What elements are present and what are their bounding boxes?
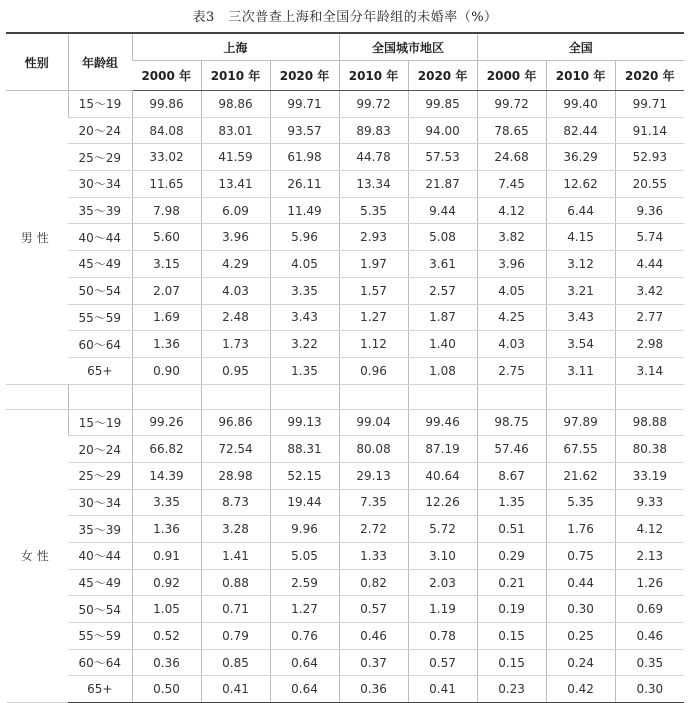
- sex-cell: 男性: [6, 91, 68, 385]
- rate-cell: 3.43: [546, 304, 615, 331]
- rate-cell: 0.23: [477, 676, 546, 703]
- rate-cell: 4.05: [477, 277, 546, 304]
- header-year: 2010 年: [201, 61, 270, 91]
- rate-cell: 93.57: [270, 117, 339, 144]
- rate-cell: 5.35: [339, 197, 408, 224]
- rate-cell: 7.45: [477, 171, 546, 198]
- rate-cell: 3.96: [477, 251, 546, 278]
- empty-cell: [201, 384, 270, 409]
- rate-cell: 0.36: [132, 649, 201, 676]
- age-group-cell: 15～19: [68, 91, 132, 118]
- table-row: [6, 357, 684, 384]
- rate-cell: 0.36: [339, 676, 408, 703]
- rate-cell: 2.03: [408, 569, 477, 596]
- header-year: 2010 年: [339, 61, 408, 91]
- rate-cell: 21.62: [546, 462, 615, 489]
- rate-cell: 0.52: [132, 623, 201, 650]
- rate-cell: 84.08: [132, 117, 201, 144]
- empty-cell: [546, 384, 615, 409]
- rate-cell: 5.35: [546, 489, 615, 516]
- rate-cell: 3.11: [546, 357, 615, 384]
- rate-cell: 0.82: [339, 569, 408, 596]
- rate-cell: 0.41: [408, 676, 477, 703]
- header-year: 2020 年: [615, 61, 684, 91]
- table-row: [6, 224, 684, 251]
- rate-cell: 13.41: [201, 171, 270, 198]
- age-group-cell: 35～39: [68, 516, 132, 543]
- age-group-cell: 55～59: [68, 304, 132, 331]
- rate-cell: 12.62: [546, 171, 615, 198]
- table-title: 表3 三次普查上海和全国分年龄组的未婚率（%）: [192, 10, 498, 25]
- rate-cell: 3.14: [615, 357, 684, 384]
- rate-cell: 0.29: [477, 543, 546, 570]
- rate-cell: 1.40: [408, 331, 477, 358]
- rate-cell: 9.33: [615, 489, 684, 516]
- rate-cell: 99.46: [408, 409, 477, 436]
- header-year: 2010 年: [546, 61, 615, 91]
- table-row: [6, 251, 684, 278]
- rate-cell: 0.75: [546, 543, 615, 570]
- rate-cell: 3.35: [270, 277, 339, 304]
- rate-cell: 3.61: [408, 251, 477, 278]
- rate-cell: 83.01: [201, 117, 270, 144]
- rate-cell: 0.79: [201, 623, 270, 650]
- rate-cell: 0.19: [477, 596, 546, 623]
- rate-cell: 0.25: [546, 623, 615, 650]
- rate-cell: 98.75: [477, 409, 546, 436]
- rate-cell: 2.13: [615, 543, 684, 570]
- rate-cell: 0.44: [546, 569, 615, 596]
- empty-cell: [339, 384, 408, 409]
- age-group-cell: 40～44: [68, 224, 132, 251]
- rate-cell: 0.35: [615, 649, 684, 676]
- header-year: 2000 年: [477, 61, 546, 91]
- rate-cell: 3.82: [477, 224, 546, 251]
- rate-cell: 0.24: [546, 649, 615, 676]
- rate-cell: 6.09: [201, 197, 270, 224]
- table-row: [6, 489, 684, 516]
- table-row: [6, 543, 684, 570]
- rate-cell: 0.69: [615, 596, 684, 623]
- rate-cell: 3.22: [270, 331, 339, 358]
- rate-cell: 3.12: [546, 251, 615, 278]
- header-group-national-urban: 全国城市地区: [339, 33, 477, 61]
- rate-cell: 99.86: [132, 91, 201, 118]
- rate-cell: 98.86: [201, 91, 270, 118]
- rate-cell: 7.35: [339, 489, 408, 516]
- rate-cell: 78.65: [477, 117, 546, 144]
- age-group-cell: 20～24: [68, 117, 132, 144]
- rate-cell: 29.13: [339, 462, 408, 489]
- rate-cell: 4.29: [201, 251, 270, 278]
- table-row: [6, 331, 684, 358]
- rate-cell: 91.14: [615, 117, 684, 144]
- age-group-cell: 30～34: [68, 489, 132, 516]
- rate-cell: 33.19: [615, 462, 684, 489]
- rate-cell: 11.65: [132, 171, 201, 198]
- rate-cell: 99.13: [270, 409, 339, 436]
- rate-cell: 9.96: [270, 516, 339, 543]
- rate-cell: 0.57: [339, 596, 408, 623]
- age-group-cell: 50～54: [68, 596, 132, 623]
- table-row: [6, 462, 684, 489]
- rate-cell: 3.43: [270, 304, 339, 331]
- table-row: [6, 197, 684, 224]
- rate-cell: 9.36: [615, 197, 684, 224]
- rate-cell: 2.75: [477, 357, 546, 384]
- rate-cell: 21.87: [408, 171, 477, 198]
- rate-cell: 3.35: [132, 489, 201, 516]
- rate-cell: 40.64: [408, 462, 477, 489]
- rate-cell: 2.98: [615, 331, 684, 358]
- table-row: [6, 516, 684, 543]
- rate-cell: 1.87: [408, 304, 477, 331]
- unmarried-rate-table: [6, 32, 684, 703]
- rate-cell: 99.72: [339, 91, 408, 118]
- rate-cell: 4.44: [615, 251, 684, 278]
- rate-cell: 1.69: [132, 304, 201, 331]
- age-group-cell: 65+: [68, 676, 132, 703]
- rate-cell: 1.27: [270, 596, 339, 623]
- rate-cell: 1.57: [339, 277, 408, 304]
- header-year: 2020 年: [408, 61, 477, 91]
- table-row: [6, 171, 684, 198]
- rate-cell: 0.15: [477, 649, 546, 676]
- table-row: [6, 304, 684, 331]
- rate-cell: 3.21: [546, 277, 615, 304]
- age-group-cell: 40～44: [68, 543, 132, 570]
- rate-cell: 80.08: [339, 436, 408, 463]
- rate-cell: 0.64: [270, 649, 339, 676]
- rate-cell: 80.38: [615, 436, 684, 463]
- rate-cell: 4.05: [270, 251, 339, 278]
- rate-cell: 2.93: [339, 224, 408, 251]
- header-group-shanghai: 上海: [132, 33, 339, 61]
- age-group-cell: 20～24: [68, 436, 132, 463]
- rate-cell: 89.83: [339, 117, 408, 144]
- rate-cell: 88.31: [270, 436, 339, 463]
- rate-cell: 4.12: [615, 516, 684, 543]
- rate-cell: 7.98: [132, 197, 201, 224]
- rate-cell: 0.15: [477, 623, 546, 650]
- rate-cell: 19.44: [270, 489, 339, 516]
- rate-cell: 4.15: [546, 224, 615, 251]
- rate-cell: 82.44: [546, 117, 615, 144]
- rate-cell: 3.28: [201, 516, 270, 543]
- rate-cell: 0.57: [408, 649, 477, 676]
- header-group-national: 全国: [477, 33, 684, 61]
- rate-cell: 1.76: [546, 516, 615, 543]
- rate-cell: 5.05: [270, 543, 339, 570]
- rate-cell: 67.55: [546, 436, 615, 463]
- rate-cell: 5.60: [132, 224, 201, 251]
- rate-cell: 14.39: [132, 462, 201, 489]
- rate-cell: 0.21: [477, 569, 546, 596]
- age-group-cell: 30～34: [68, 171, 132, 198]
- sex-cell: 女性: [6, 409, 68, 703]
- rate-cell: 97.89: [546, 409, 615, 436]
- rate-cell: 4.25: [477, 304, 546, 331]
- rate-cell: 5.08: [408, 224, 477, 251]
- rate-cell: 0.50: [132, 676, 201, 703]
- rate-cell: 1.73: [201, 331, 270, 358]
- rate-cell: 5.96: [270, 224, 339, 251]
- rate-cell: 36.29: [546, 144, 615, 171]
- rate-cell: 9.44: [408, 197, 477, 224]
- rate-cell: 2.59: [270, 569, 339, 596]
- empty-cell: [6, 384, 68, 409]
- age-group-cell: 25～29: [68, 144, 132, 171]
- table-row: [6, 144, 684, 171]
- rate-cell: 8.67: [477, 462, 546, 489]
- rate-cell: 99.26: [132, 409, 201, 436]
- rate-cell: 0.90: [132, 357, 201, 384]
- age-group-cell: 35～39: [68, 197, 132, 224]
- rate-cell: 2.48: [201, 304, 270, 331]
- rate-cell: 1.26: [615, 569, 684, 596]
- table-row: [6, 91, 684, 118]
- rate-cell: 44.78: [339, 144, 408, 171]
- empty-cell: [615, 384, 684, 409]
- rate-cell: 0.51: [477, 516, 546, 543]
- rate-cell: 99.71: [270, 91, 339, 118]
- rate-cell: 57.46: [477, 436, 546, 463]
- rate-cell: 1.12: [339, 331, 408, 358]
- rate-cell: 5.72: [408, 516, 477, 543]
- rate-cell: 66.82: [132, 436, 201, 463]
- rate-cell: 61.98: [270, 144, 339, 171]
- rate-cell: 52.15: [270, 462, 339, 489]
- rate-cell: 6.44: [546, 197, 615, 224]
- rate-cell: 0.46: [339, 623, 408, 650]
- header-sex: 性别: [6, 33, 68, 91]
- age-group-cell: 50～54: [68, 277, 132, 304]
- rate-cell: 1.33: [339, 543, 408, 570]
- rate-cell: 0.78: [408, 623, 477, 650]
- rate-cell: 3.10: [408, 543, 477, 570]
- rate-cell: 0.46: [615, 623, 684, 650]
- empty-cell: [477, 384, 546, 409]
- rate-cell: 41.59: [201, 144, 270, 171]
- age-group-cell: 25～29: [68, 462, 132, 489]
- rate-cell: 1.97: [339, 251, 408, 278]
- table-row: [6, 277, 684, 304]
- rate-cell: 12.26: [408, 489, 477, 516]
- rate-cell: 4.03: [477, 331, 546, 358]
- rate-cell: 5.74: [615, 224, 684, 251]
- rate-cell: 2.57: [408, 277, 477, 304]
- rate-cell: 20.55: [615, 171, 684, 198]
- rate-cell: 99.85: [408, 91, 477, 118]
- table-row: [6, 596, 684, 623]
- rate-cell: 87.19: [408, 436, 477, 463]
- rate-cell: 1.35: [270, 357, 339, 384]
- rate-cell: 0.64: [270, 676, 339, 703]
- rate-cell: 0.76: [270, 623, 339, 650]
- rate-cell: 99.40: [546, 91, 615, 118]
- rate-cell: 1.36: [132, 516, 201, 543]
- rate-cell: 28.98: [201, 462, 270, 489]
- age-group-cell: 55～59: [68, 623, 132, 650]
- rate-cell: 8.73: [201, 489, 270, 516]
- table-row: [6, 649, 684, 676]
- rate-cell: 2.72: [339, 516, 408, 543]
- rate-cell: 94.00: [408, 117, 477, 144]
- rate-cell: 1.05: [132, 596, 201, 623]
- table-row: [6, 117, 684, 144]
- rate-cell: 1.41: [201, 543, 270, 570]
- table-body: [6, 91, 684, 703]
- rate-cell: 1.36: [132, 331, 201, 358]
- empty-cell: [270, 384, 339, 409]
- header-age-group: 年龄组: [68, 33, 132, 91]
- empty-cell: [68, 384, 132, 409]
- rate-cell: 13.34: [339, 171, 408, 198]
- section-spacer-row: [6, 384, 684, 409]
- rate-cell: 0.96: [339, 357, 408, 384]
- table-row: [6, 569, 684, 596]
- table-row: [6, 623, 684, 650]
- age-group-cell: 60～64: [68, 331, 132, 358]
- rate-cell: 96.86: [201, 409, 270, 436]
- rate-cell: 98.88: [615, 409, 684, 436]
- rate-cell: 57.53: [408, 144, 477, 171]
- rate-cell: 26.11: [270, 171, 339, 198]
- rate-cell: 0.41: [201, 676, 270, 703]
- rate-cell: 3.96: [201, 224, 270, 251]
- rate-cell: 24.68: [477, 144, 546, 171]
- rate-cell: 99.04: [339, 409, 408, 436]
- header-year: 2020 年: [270, 61, 339, 91]
- empty-cell: [408, 384, 477, 409]
- rate-cell: 3.15: [132, 251, 201, 278]
- rate-cell: 1.27: [339, 304, 408, 331]
- rate-cell: 3.54: [546, 331, 615, 358]
- rate-cell: 1.08: [408, 357, 477, 384]
- age-group-cell: 45～49: [68, 569, 132, 596]
- rate-cell: 0.91: [132, 543, 201, 570]
- table-row: [6, 409, 684, 436]
- rate-cell: 0.95: [201, 357, 270, 384]
- rate-cell: 99.71: [615, 91, 684, 118]
- rate-cell: 1.35: [477, 489, 546, 516]
- rate-cell: 0.85: [201, 649, 270, 676]
- empty-cell: [132, 384, 201, 409]
- age-group-cell: 65+: [68, 357, 132, 384]
- rate-cell: 11.49: [270, 197, 339, 224]
- rate-cell: 4.12: [477, 197, 546, 224]
- age-group-cell: 60～64: [68, 649, 132, 676]
- rate-cell: 0.88: [201, 569, 270, 596]
- rate-cell: 4.03: [201, 277, 270, 304]
- rate-cell: 33.02: [132, 144, 201, 171]
- rate-cell: 72.54: [201, 436, 270, 463]
- rate-cell: 52.93: [615, 144, 684, 171]
- rate-cell: 0.30: [546, 596, 615, 623]
- rate-cell: 0.42: [546, 676, 615, 703]
- rate-cell: 0.92: [132, 569, 201, 596]
- table-row: [6, 436, 684, 463]
- rate-cell: 0.71: [201, 596, 270, 623]
- rate-cell: 99.72: [477, 91, 546, 118]
- rate-cell: 0.37: [339, 649, 408, 676]
- rate-cell: 2.07: [132, 277, 201, 304]
- age-group-cell: 15～19: [68, 409, 132, 436]
- rate-cell: 2.77: [615, 304, 684, 331]
- rate-cell: 3.42: [615, 277, 684, 304]
- header-year: 2000 年: [132, 61, 201, 91]
- rate-cell: 0.30: [615, 676, 684, 703]
- age-group-cell: 45～49: [68, 251, 132, 278]
- rate-cell: 1.19: [408, 596, 477, 623]
